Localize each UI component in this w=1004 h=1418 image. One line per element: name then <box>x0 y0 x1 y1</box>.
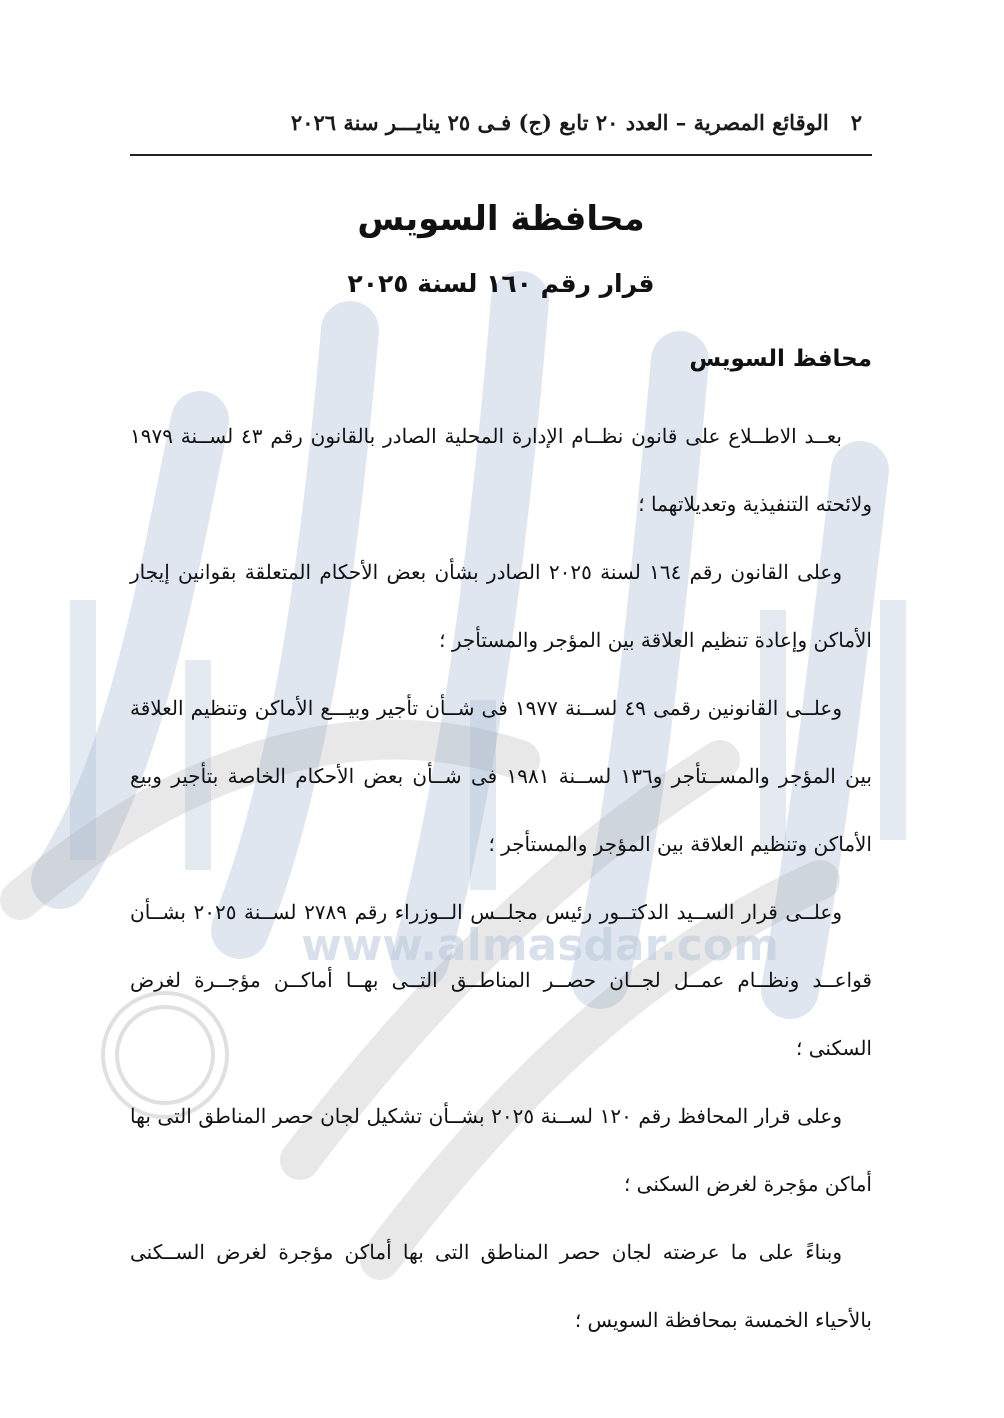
preamble-body <box>130 402 872 1354</box>
preamble-paragraph <box>130 1218 872 1354</box>
preamble-paragraph <box>130 538 872 674</box>
running-header <box>130 110 872 156</box>
paragraph-text: وعلى قرار المحافظ رقم ١٢٠ لســنة ٢٠٢٥ بشــأن تشكيل لجان حصر المناطق التى بها أماكن مؤجرة لغرض السكنى ؛ <box>130 1104 872 1196</box>
page-number: ٢ <box>850 110 862 135</box>
paragraph-text: وعلــى قرار الســيد الدكتــور رئيس مجلــس الــوزراء رقم ٢٧٨٩ لســنة ٢٠٢٥ بشــأن قواعــد ونظــام عمــل لجــان حصــر المناطــق التــى بهــا أماكــن مؤجــرة لغرض السكنى ؛ <box>130 900 872 1060</box>
paragraph-text: بعــد الاطــلاع على قانون نظــام الإدارة المحلية الصادر بالقانون رقم ٤٣ لســنة ١٩٧٩ ولائحته التنفيذية وتعديلاتهما ؛ <box>130 424 872 516</box>
paragraph-text: وعلى القانون رقم ١٦٤ لسنة ٢٠٢٥ الصادر بشأن بعض الأحكام المتعلقة بقوانين إيجار الأماكن وإعادة تنظيم العلاقة بين المؤجر والمستأجر ؛ <box>130 560 872 652</box>
paragraph-text: وبناءً على ما عرضته لجان حصر المناطق التى بها أماكن مؤجرة لغرض الســكنى بالأحياء الخمسة بمحافظة السويس ؛ <box>130 1240 872 1332</box>
preamble-paragraph <box>130 402 872 538</box>
preamble-paragraph <box>130 674 872 878</box>
gazette-issue-line: الوقائع المصرية – العدد ٢٠ تابع (ج) فـى ٢٥ ينايـــر سنة ٢٠٢٦ <box>290 110 829 135</box>
preamble-paragraph <box>130 878 872 1082</box>
decree-number-line: قرار رقم ١٦٠ لسنة ٢٠٢٥ <box>347 269 655 298</box>
gazette-page <box>130 110 872 1354</box>
governorate-title: محافظة السويس <box>357 199 645 239</box>
issuer-heading: محافظ السويس <box>689 346 872 372</box>
paragraph-text: وعلــى القانونين رقمى ٤٩ لســنة ١٩٧٧ فى شــأن تأجير وبيـــع الأماكن وتنظيم العلاقة بين المؤجر والمســتأجر و١٣٦ لســنة ١٩٨١ فى شــأن بعض الأحكام الخاصة بتأجير وبيع الأماكن وتنظيم العلاقة بين المؤجر والمستأجر ؛ <box>130 696 872 856</box>
watermark-site-text: www.almasdar.com <box>301 920 779 971</box>
preamble-paragraph <box>130 1082 872 1218</box>
